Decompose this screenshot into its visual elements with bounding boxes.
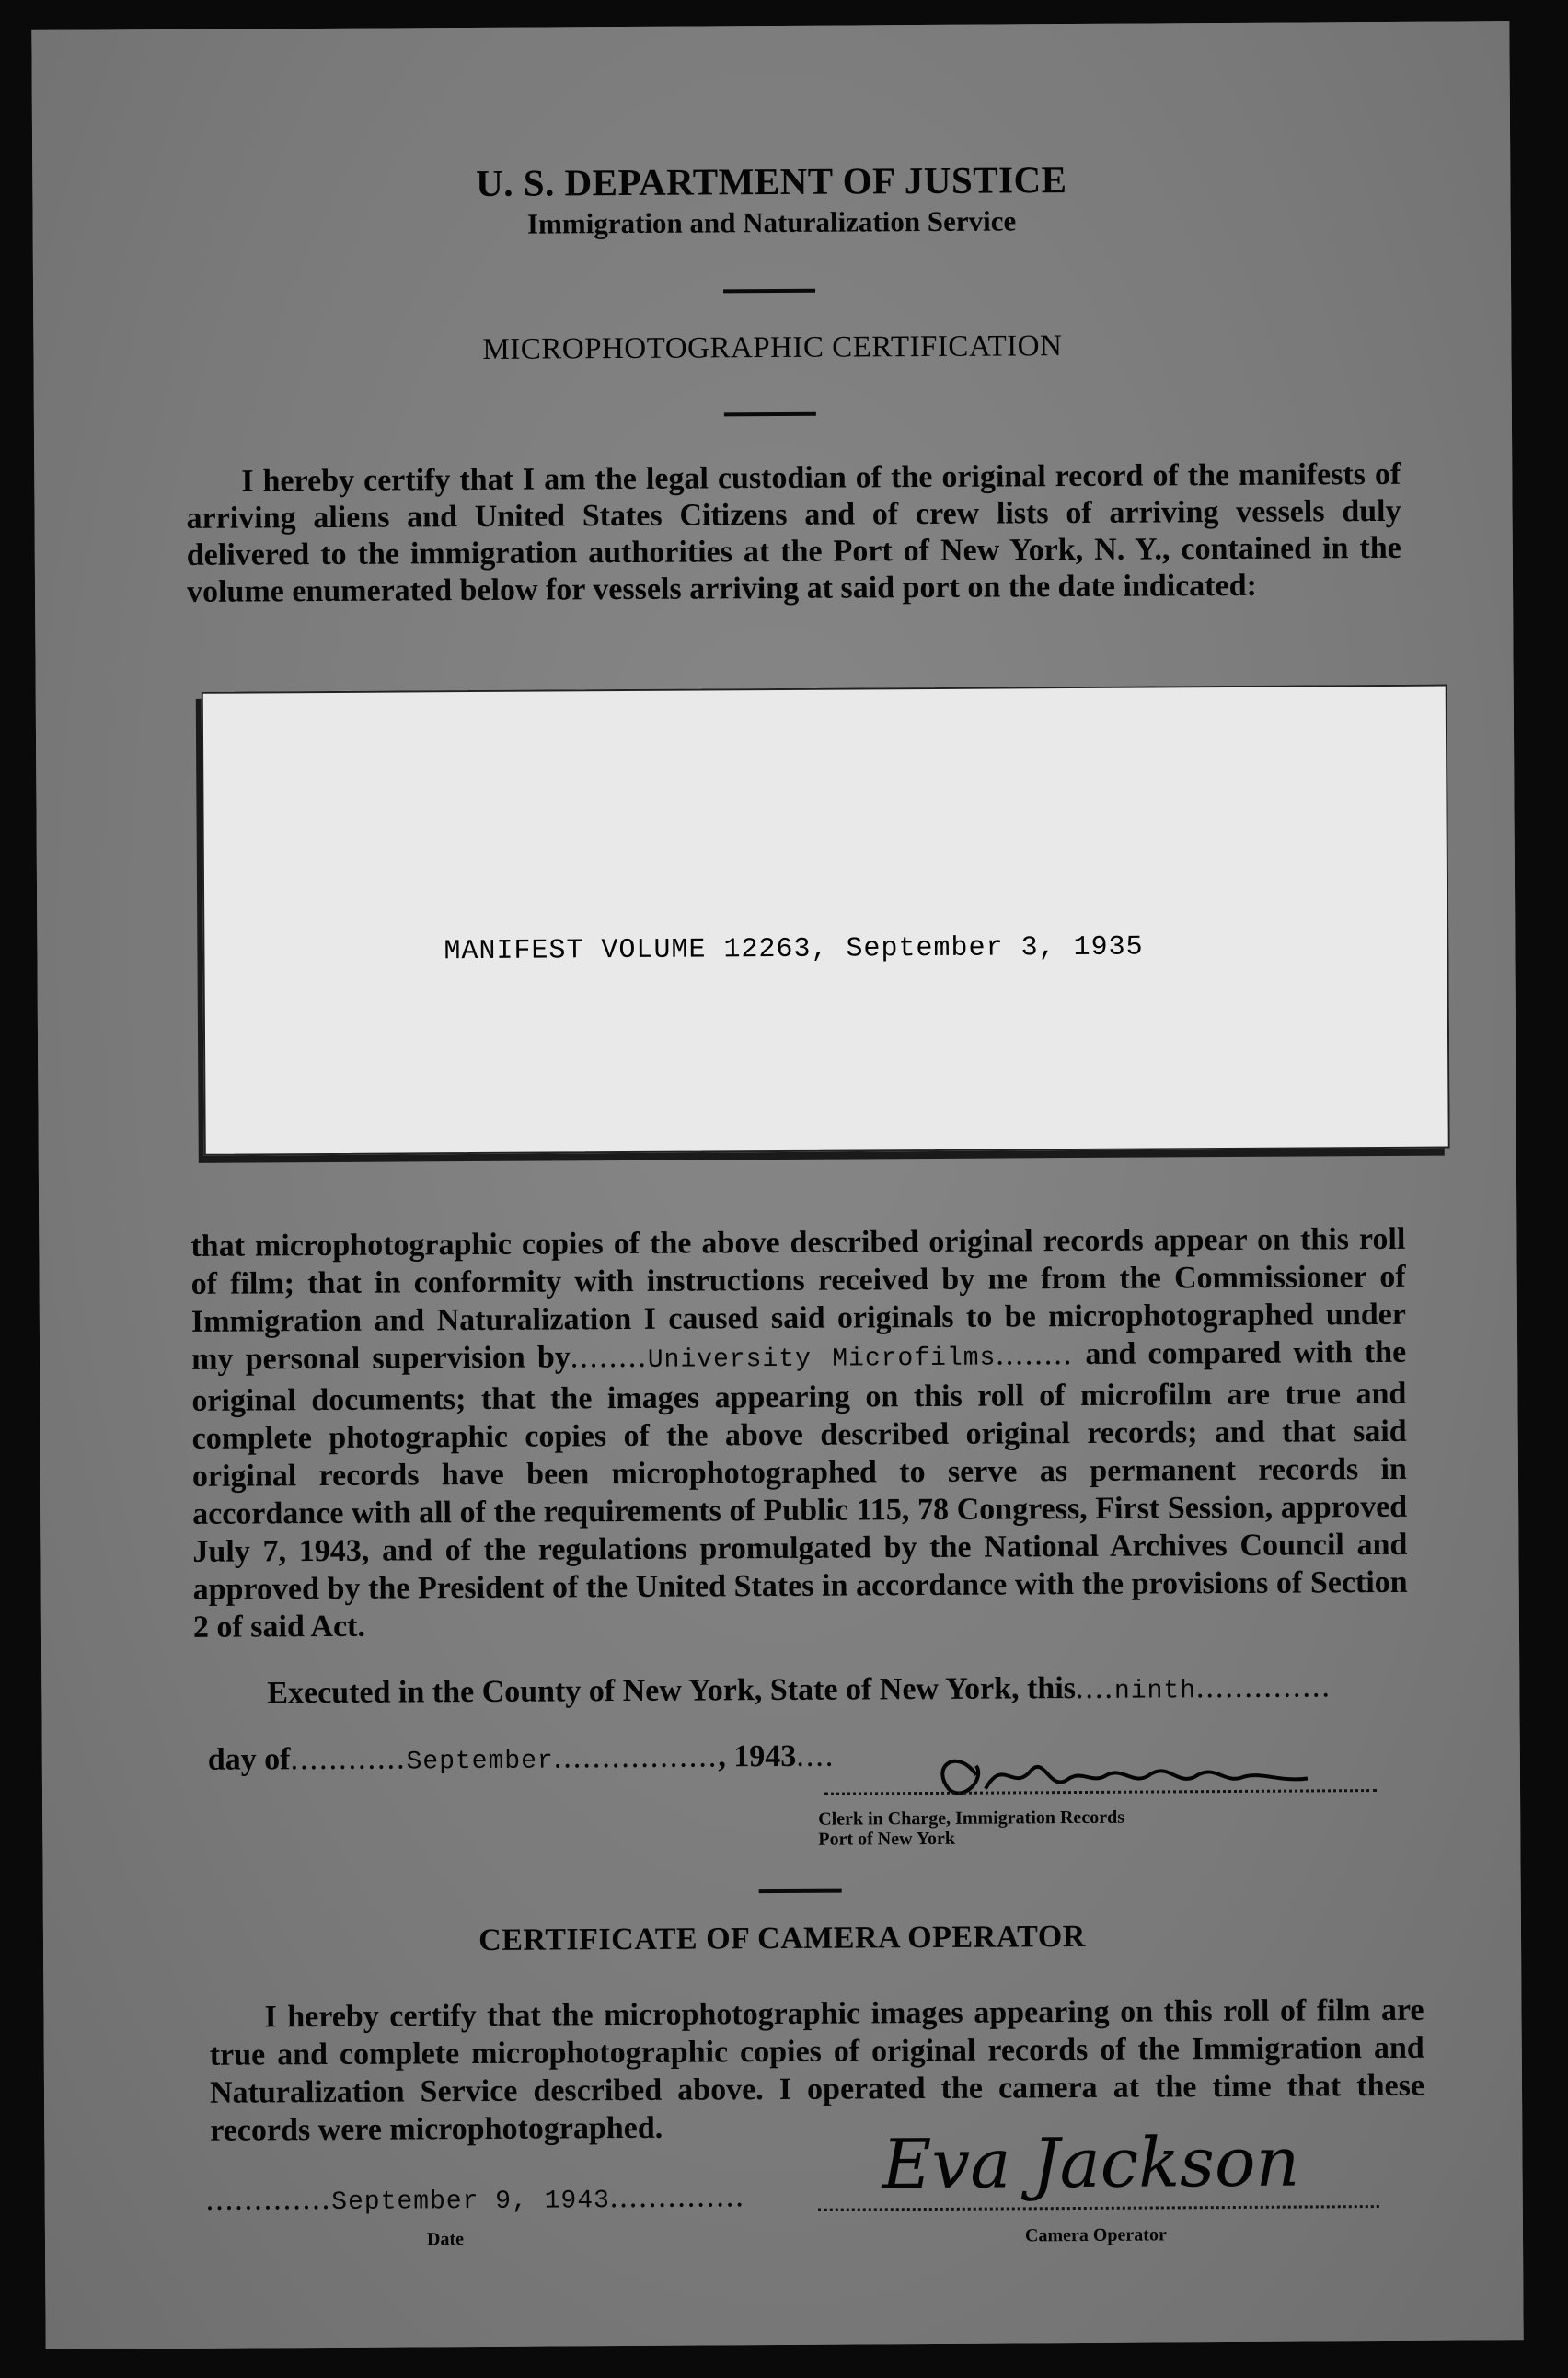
body-text-after: and compared with the original documents; that the images appearing on this roll of microfilm are true and complete photographic copies of the above described original records; and that said original records have been microphotographed to serve as permanent records in accordance with all of the requirements of Public 115, 78 Congress, First Session, approved July 7, 1943, and of the regulations promulgated by the National Archives Council and approved by the President of the United States in accordance with the provisions of Section 2 of said Act.: [191, 1334, 1408, 1645]
day-of-label: day of: [207, 1742, 291, 1777]
leader-dots: ..............: [609, 2179, 745, 2215]
leader-dots: ........: [996, 1337, 1074, 1372]
leader-dots: ....: [796, 1738, 836, 1773]
clerk-signature: [921, 1736, 1344, 1812]
clerk-title-line-1: Clerk in Charge, Immigration Records: [818, 1807, 1125, 1830]
certificate-page: [31, 21, 1523, 2349]
certification-title: MICROPHOTOGRAPHIC CERTIFICATION: [482, 329, 1063, 366]
manifest-volume-label: MANIFEST VOLUME 12263, September 3, 1935: [444, 931, 1144, 968]
body-text-before: that microphotographic copies of the above described original records appear on this roll of film; that in conformity with instructions received by me from the Commissioner of Immigration and Naturalization I caused said originals to be microphotographed under my personal supervision by: [190, 1221, 1406, 1377]
department-heading: U. S. DEPARTMENT OF JUSTICE: [476, 158, 1067, 204]
date-label: Date: [426, 2229, 465, 2250]
divider: [759, 1889, 842, 1894]
camera-operator-label: Camera Operator: [1024, 2224, 1167, 2246]
intro-paragraph: I hereby certify that I am the legal custodian of the original record of the manifests of arriving aliens and United States Citizens and of crew lists of arriving vessels duly delivered to the immigration authorities at the Port of New York, N. Y., contained in the volume enumerated below for vessels arriving at said port on the date indicated:: [186, 456, 1401, 609]
leader-dots: ........: [570, 1339, 648, 1375]
operator-certificate-title: CERTIFICATE OF CAMERA OPERATOR: [478, 1919, 1086, 1957]
operator-date-value: September 9, 1943: [331, 2187, 610, 2217]
execution-month: September: [406, 1747, 554, 1777]
divider: [723, 289, 815, 294]
operator-date-line: [206, 2179, 745, 2218]
leader-dots: ............: [290, 1741, 407, 1777]
leader-dots: ..............: [1195, 1669, 1332, 1705]
leader-dots: .............: [205, 2181, 332, 2217]
operator-certificate-text: I hereby certify that the microphotographic images appearing on this roll of film are true and complete microphotographic copies of original records of the Immigration and Naturalization Service described above. I operated the camera at the time that these records were microphotographed.: [209, 1992, 1425, 2148]
operator-signature: [863, 2097, 1343, 2220]
clerk-title-line-2: Port of New York: [818, 1828, 956, 1850]
certification-body: [190, 1220, 1408, 1646]
clerk-title: [818, 1807, 1124, 1850]
year-prefix: , 194: [718, 1738, 781, 1774]
execution-line: [267, 1669, 1332, 1711]
volume-slip: [202, 685, 1450, 1156]
year-suffix: 3: [780, 1738, 797, 1773]
date-line: [208, 1739, 836, 1778]
photographer-name: University Microfilms: [647, 1344, 997, 1375]
service-subheading: Immigration and Naturalization Service: [526, 204, 1017, 240]
signature-text: Eva Jackson: [882, 2122, 1300, 2205]
execution-prefix: Executed in the County of New York, State of New York, this: [267, 1671, 1077, 1711]
execution-day: ninth: [1113, 1677, 1197, 1706]
divider: [724, 412, 816, 417]
leader-dots: .................: [553, 1739, 719, 1775]
leader-dots: ....: [1075, 1670, 1115, 1706]
